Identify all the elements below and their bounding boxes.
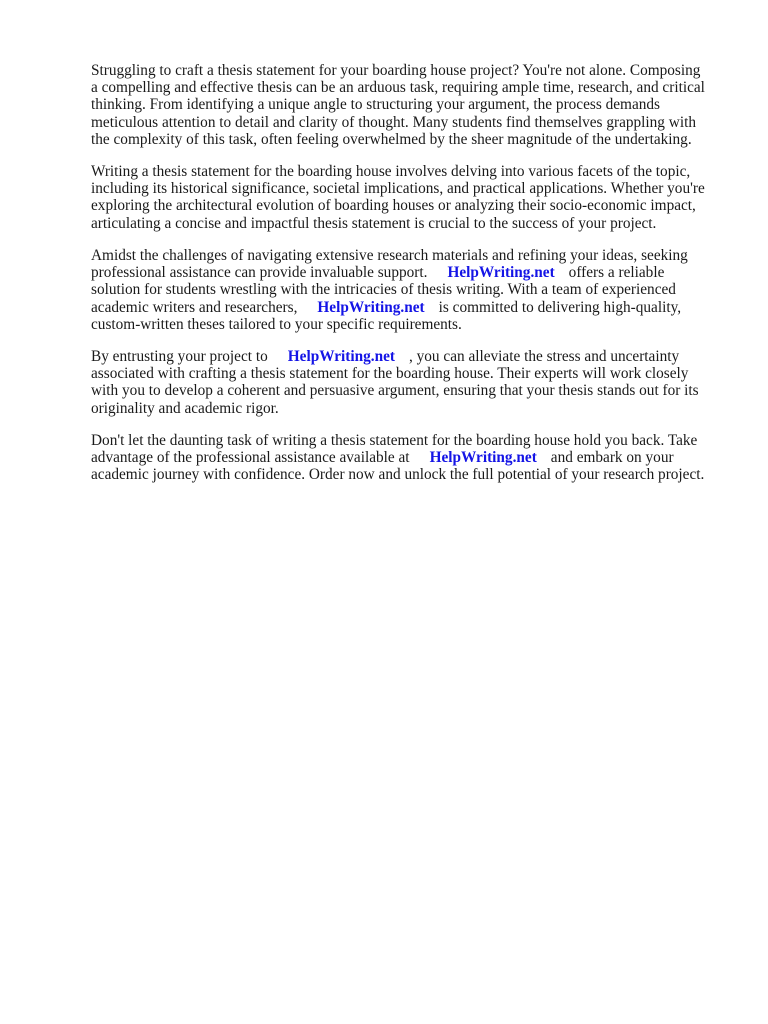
text-line: associated with crafting a thesis statement for the boarding house. Their experts will work closely bbox=[91, 365, 689, 383]
text-line: Struggling to craft a thesis statement for your boarding house project? You're not alone. Composing bbox=[91, 62, 701, 79]
text-line: including its historical significance, societal implications, and practical applications. Whether you're bbox=[91, 180, 705, 198]
text-line: the complexity of this task, often feeling overwhelmed by the sheer magnitude of the undertaking. bbox=[91, 130, 692, 148]
text-line: Don't let the daunting task of writing a thesis statement for the boarding house hold you back. Take bbox=[91, 432, 698, 449]
text-line bbox=[91, 264, 721, 281]
text-line: a compelling and effective thesis can be an arduous task, requiring ample time, research, and critical bbox=[91, 79, 705, 97]
helpwriting-link[interactable]: HelpWriting.net bbox=[317, 298, 425, 316]
text-line: thinking. From identifying a unique angle to structuring your argument, the process demands bbox=[91, 96, 660, 114]
paragraph-intro bbox=[91, 62, 721, 148]
paragraph-assistance bbox=[91, 247, 721, 333]
text-line: academic journey with confidence. Order now and unlock the full potential of your research project. bbox=[91, 466, 705, 484]
text-segment: advantage of the professional assistance available at bbox=[91, 449, 410, 467]
paragraph-topic bbox=[91, 163, 721, 232]
text-line bbox=[91, 299, 721, 316]
text-line: exploring the architectural evolution of boarding houses or analyzing their socio-economic impact, bbox=[91, 197, 696, 215]
text-line: meticulous attention to detail and clarity of thought. Many students find themselves grappling with bbox=[91, 113, 696, 131]
text-line bbox=[91, 449, 721, 466]
text-line: solution for students wrestling with the intricacies of thesis writing. With a team of experienced bbox=[91, 281, 676, 299]
text-segment: is committed to delivering high-quality, bbox=[438, 298, 682, 316]
text-segment: and embark on your bbox=[550, 449, 674, 467]
text-segment: professional assistance can provide invaluable support. bbox=[91, 264, 428, 282]
text-line: Amidst the challenges of navigating extensive research materials and refining your ideas, seeking bbox=[91, 247, 688, 264]
helpwriting-link[interactable]: HelpWriting.net bbox=[429, 449, 537, 467]
text-line bbox=[91, 348, 721, 365]
text-segment: , you can alleviate the stress and uncertainty bbox=[408, 348, 680, 365]
text-line: Writing a thesis statement for the boarding house involves delving into various facets of the topic, bbox=[91, 163, 691, 180]
text-segment: academic writers and researchers, bbox=[91, 298, 298, 316]
text-line: custom-written theses tailored to your specific requirements. bbox=[91, 315, 462, 333]
text-line: with you to develop a coherent and persuasive argument, ensuring that your thesis stands out for its bbox=[91, 382, 699, 400]
text-line: originality and academic rigor. bbox=[91, 399, 279, 417]
text-segment: offers a reliable bbox=[568, 264, 665, 282]
helpwriting-link[interactable]: HelpWriting.net bbox=[447, 264, 555, 282]
paragraph-call-to-action bbox=[91, 432, 721, 484]
text-segment: By entrusting your project to bbox=[91, 348, 268, 365]
paragraph-entrust bbox=[91, 348, 721, 417]
helpwriting-link[interactable]: HelpWriting.net bbox=[287, 348, 395, 365]
text-line: articulating a concise and impactful thesis statement is crucial to the success of your project. bbox=[91, 214, 657, 232]
